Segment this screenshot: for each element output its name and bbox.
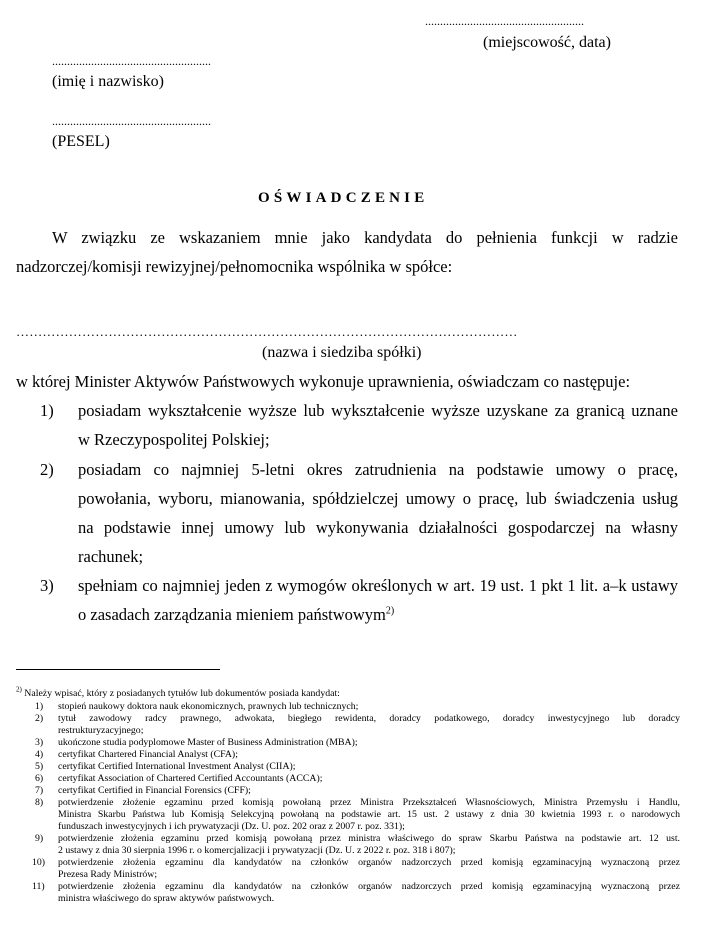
footnote-item-line: certyfikat Association of Chartered Certified Accountants (ACCA); <box>58 773 323 784</box>
declaration-lead: w której Minister Aktywów Państwowych wykonuje uprawnienia, oświadczam co następuje: <box>16 372 631 391</box>
item-1-line-2: w Rzeczypospolitej Polskiej; <box>78 430 270 449</box>
item-3-line-2-text: o zasadach zarządzania mieniem państwowym <box>78 605 386 624</box>
footnote-item-line: certyfikat Certified International Investment Analyst (CIIA); <box>58 761 296 772</box>
footnote-item-line: potwierdzenie złożenia egzaminu dla kandydatów na członków organów nadzorczych przed komisją egzaminacyjną wyznaczoną przez <box>58 857 680 868</box>
footnote-marker: 2) <box>16 685 22 694</box>
pesel-dots: ..................................................... <box>52 114 211 128</box>
item-2-line-2: powołania, wyboru, mianowania, spółdzielczej umowy o pracę, lub świadczenia usług <box>78 489 678 508</box>
footnote-item-line: Prezesa Rady Ministrów; <box>58 869 158 880</box>
item-number: 3) <box>40 576 54 595</box>
item-2-line-3: na podstawie innej umowy lub wykonywania działalności gospodarczej na własny <box>78 518 678 537</box>
footnote-item-number: 3) <box>35 737 44 748</box>
company-dots: …………………………………………………………………………………………………… <box>16 324 518 339</box>
footnote-item-line: funduszach inwestycyjnych i ich prywatyzacji (Dz. U. poz. 202 oraz z 2007 r. poz. 331); <box>58 821 405 832</box>
footnote-separator <box>16 669 220 670</box>
pesel-label: (PESEL) <box>52 133 110 150</box>
footnote-item-number: 7) <box>35 785 44 796</box>
item-2-line-4: rachunek; <box>78 547 144 566</box>
footnote-item-line: certyfikat Chartered Financial Analyst (CFA); <box>58 749 238 760</box>
intro-line-1: W związku ze wskazaniem mnie jako kandydata do pełnienia funkcji w radzie <box>52 228 678 247</box>
footnote-item-line: potwierdzenie złożenia egzaminu przed komisją powołaną przez ministra właściwego do spraw Skarbu Państwa na podstawie art. 12 ust. <box>58 833 680 844</box>
footnote-item-line: ukończone studia podyplomowe Master of Business Administration (MBA); <box>58 737 358 748</box>
item-number: 1) <box>40 401 54 420</box>
footnote-item-number: 10) <box>32 857 46 868</box>
footnote-item-line: potwierdzenie złożenie egzaminu przed komisją powołaną przez Ministra Przekształceń Własnościowych, Ministra Przemysłu i Handlu, <box>58 797 680 808</box>
item-number: 2) <box>40 460 54 479</box>
footnote-item-line: stopień naukowy doktora nauk ekonomicznych, prawnych lub technicznych; <box>58 701 359 712</box>
footnote-item-number: 11) <box>32 881 45 892</box>
intro-line-2: nadzorczej/komisji rewizyjnej/pełnomocnika wspólnika w spółce: <box>16 257 453 276</box>
footnote-item-line: certyfikat Certified in Financial Forensics (CFF); <box>58 785 251 796</box>
name-label: (imię i nazwisko) <box>52 73 164 90</box>
footnote-item-number: 9) <box>35 833 44 844</box>
item-3-line-1: spełniam co najmniej jeden z wymogów określonych w art. 19 ust. 1 pkt 1 lit. a–k ustawy <box>78 576 678 595</box>
company-label: (nazwa i siedziba spółki) <box>262 344 422 361</box>
item-2-line-1: posiadam co najmniej 5-letni okres zatrudnienia na podstawie umowy o pracę, <box>78 460 678 479</box>
place-date-label: (miejscowość, data) <box>483 34 611 51</box>
footnote-intro <box>16 685 340 700</box>
footnote-item-line: ministra właściwego do spraw aktywów państwowych. <box>58 893 275 904</box>
item-1-line-1: posiadam wykształcenie wyższe lub wykształcenie wyższe uzyskane za granicą uznane <box>78 401 678 420</box>
footnote-intro-text: Należy wpisać, który z posiadanych tytułów lub dokumentów posiada kandydat: <box>24 688 340 699</box>
footnote-item-number: 8) <box>35 797 44 808</box>
footnote-item-number: 2) <box>35 713 44 724</box>
footnote-item-number: 4) <box>35 749 44 760</box>
footnote-item-number: 6) <box>35 773 44 784</box>
footnote-item-line: restrukturyzacyjnego; <box>58 725 144 736</box>
document-title: OŚWIADCZENIE <box>258 190 429 206</box>
footnote-item-line: tytuł zawodowy radcy prawnego, adwokata, biegłego rewidenta, doradcy podatkowego, doradcy inwestycyjnego lub doradcy <box>58 713 680 724</box>
footnote-item-line: 2 ustawy z dnia 30 sierpnia 1996 r. o komercjalizacji i prywatyzacji (Dz. U. z 2022 r. poz. 318 i 807); <box>58 845 456 856</box>
place-date-dots: ..................................................... <box>425 14 584 28</box>
name-dots: ..................................................... <box>52 54 211 68</box>
footnote-reference: 2) <box>385 605 395 617</box>
footnote-item-number: 5) <box>35 761 44 772</box>
footnote-item-line: Ministra Skarbu Państwa lub Komisją Selekcyjną powołaną na podstawie art. 15 ust. 2 ustawy z dnia 30 kwietnia 1993 r. o narodowych <box>58 809 680 820</box>
footnote-item-line: potwierdzenie złożenia egzaminu dla kandydatów na członków organów nadzorczych przed komisją egzaminacyjną wyznaczoną przez <box>58 881 680 892</box>
footnote-item-number: 1) <box>35 701 44 712</box>
item-3-line-2 <box>78 605 394 625</box>
